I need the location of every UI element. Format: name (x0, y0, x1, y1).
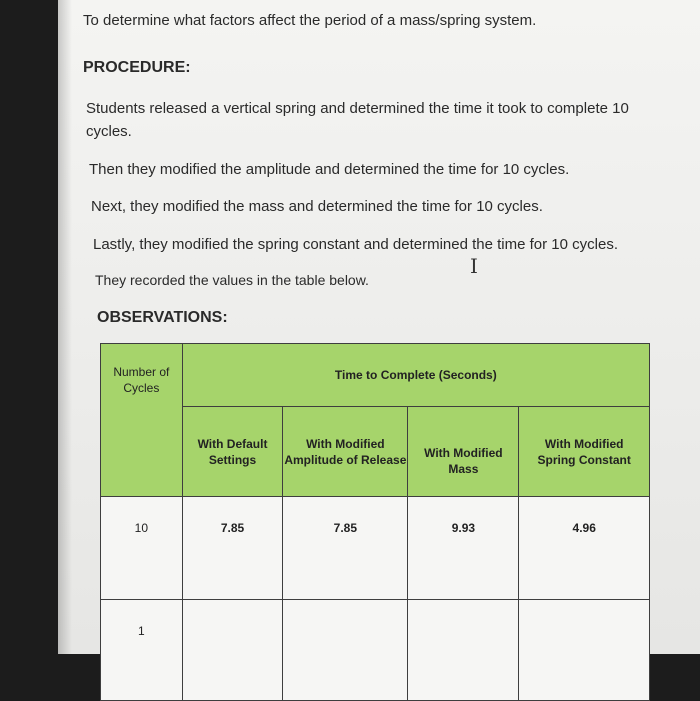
spring-time-cell (519, 600, 650, 701)
page-edge-shadow (58, 0, 72, 654)
time-header: Time to Complete (Seconds) (334, 368, 497, 383)
col-header-spring: With Modified Spring Constant (519, 407, 650, 497)
amplitude-time-cell: 7.85 (283, 497, 408, 600)
mass-time-cell (408, 600, 519, 701)
cycles-cell: 1 (101, 600, 183, 701)
observations-heading: OBSERVATIONS: (97, 309, 228, 326)
col-header-amplitude: With Modified Amplitude of Release (283, 407, 408, 497)
col-header-mass: With Modified Mass (408, 407, 519, 497)
observations-table (100, 343, 650, 701)
procedure-step-4: Lastly, they modified the spring constant and determined the time for 10 cycles. (93, 236, 618, 253)
time-header-cell (182, 344, 649, 407)
default-time-cell (182, 600, 283, 701)
cycles-cell: 10 (101, 497, 183, 600)
table-row (101, 600, 650, 701)
cycles-header: Number of Cycles (113, 365, 170, 395)
procedure-step-2: Then they modified the amplitude and determined the time for 10 cycles. (89, 161, 570, 178)
default-time-cell: 7.85 (182, 497, 283, 600)
amplitude-time-cell (283, 600, 408, 701)
procedure-heading: PROCEDURE: (83, 59, 191, 76)
procedure-step-3: Next, they modified the mass and determined the time for 10 cycles. (91, 198, 543, 215)
text-cursor-icon: I (470, 254, 478, 278)
cycles-header-cell (101, 344, 183, 497)
spring-time-cell: 4.96 (519, 497, 650, 600)
mass-time-cell: 9.93 (408, 497, 519, 600)
col-header-default: With Default Settings (182, 407, 283, 497)
objective-text: To determine what factors affect the period of a mass/spring system. (83, 12, 537, 29)
procedure-step-5: They recorded the values in the table below. (95, 272, 369, 288)
procedure-step-1: Students released a vertical spring and determined the time it took to complete 10 cycles. (86, 100, 629, 140)
table-row (101, 497, 650, 600)
